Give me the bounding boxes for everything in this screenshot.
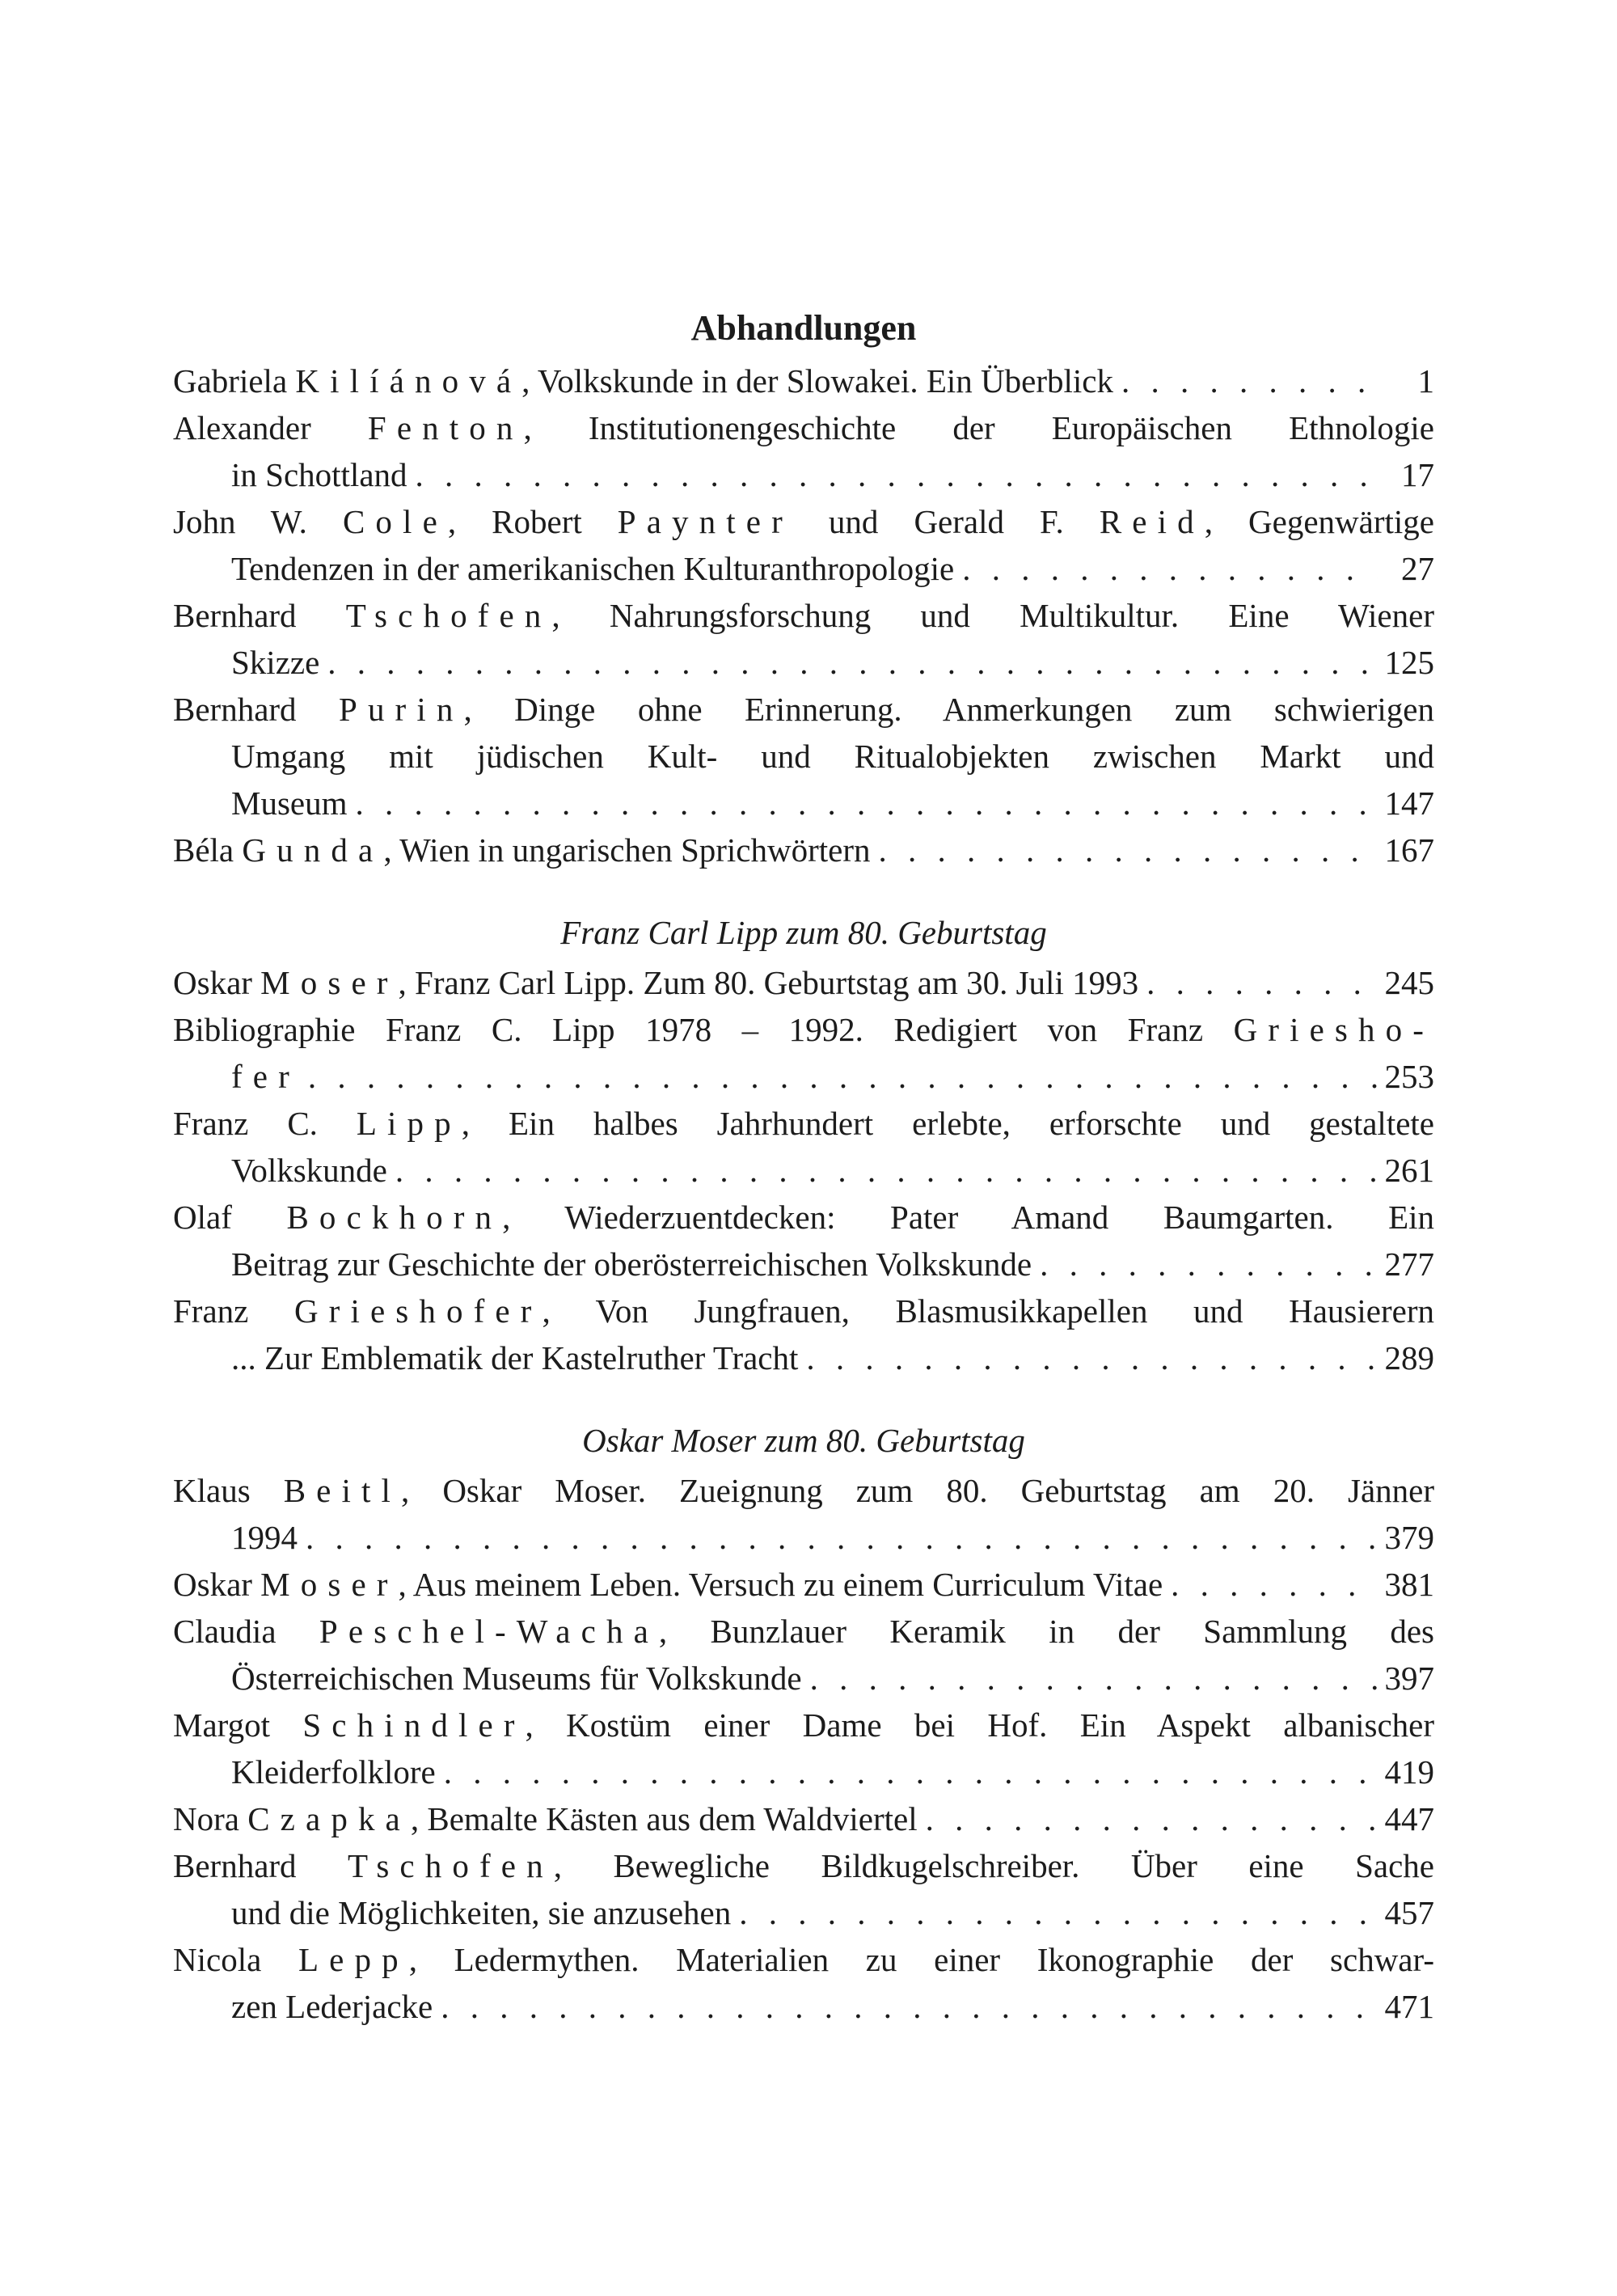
toc-entry-line [173,1655,1434,1702]
entry-title-text: Volkskunde [231,1152,387,1189]
dot-leader [436,1748,1378,1795]
toc-entry [173,1608,1434,1702]
entry-title-text: Nora [173,1800,248,1837]
entry-title-text: Oskar [173,1566,261,1603]
author-name: Lipp [356,1105,462,1142]
entry-text [173,1613,1434,1650]
dot-leader [1138,959,1378,1006]
dot-leader [731,1889,1378,1936]
toc-entry-line [173,1514,1434,1561]
entry-title-text: Bibliographie Franz C. Lipp 1978 – 1992. Redigiert von Franz [173,1011,1234,1048]
dot-leader [319,639,1378,686]
dot-leader [802,1655,1378,1702]
dot-leader [348,780,1378,827]
entry-text [231,545,954,592]
entry-text [231,639,319,686]
entry-title-text: , Bemalte Kästen aus dem Waldviertel [410,1800,918,1837]
toc-entry-line [173,1748,1434,1795]
entry-title-text: Gabriela [173,362,296,400]
entry-title-text: Umgang mit jüdischen Kult- und Ritualobjekten zwischen Markt und [231,738,1434,775]
toc-entry [173,404,1434,498]
page-number: 167 [1384,831,1434,869]
author-name: Czapka [247,1800,411,1837]
entry-title-text: Österreichischen Museums für Volkskunde [231,1660,802,1697]
entry-title-text: , Von Jungfrauen, Blasmusikkapellen und Hausierern [542,1292,1434,1330]
toc-entry-line [173,1608,1434,1655]
dot-leader [433,1983,1378,2030]
toc-entry-line [173,733,1434,780]
page-number: 147 [1384,784,1434,822]
toc-entry-line [173,1194,1434,1241]
entry-text [173,1706,1434,1744]
toc-entry-line [173,1334,1434,1381]
entry-text [173,597,1434,634]
entry-text [231,1147,387,1194]
page-number: 1 [1417,362,1434,400]
author-name: Moser [260,964,399,1001]
page-number: 27 [1401,550,1434,587]
author-name: Purin [339,691,464,728]
entry-text [173,503,1434,540]
entry-title-text: , Wien in ungarischen Sprichwörtern [383,831,871,869]
entry-text [173,1941,1434,1978]
entry-title-text: , Robert [447,503,618,540]
toc-entry [173,1795,1434,1842]
entry-title-text: und Gerald F. [792,503,1100,540]
page-number: 289 [1384,1339,1434,1376]
entry-title-text: in Schottland [231,456,407,493]
toc-entry-line [173,686,1434,733]
toc-entry-line [173,639,1434,686]
entry-title-text: Bernhard [173,597,346,634]
dot-leader [387,1147,1378,1194]
entry-title-text: John W. [173,503,343,540]
entry-title-text: Beitrag zur Geschichte der oberösterreichischen Volkskunde [231,1245,1032,1283]
toc-entry [173,1194,1434,1288]
toc-entry [173,1100,1434,1194]
entry-title-text: und die Möglichkeiten, sie anzusehen [231,1894,732,1931]
section-spacer [173,1381,1434,1417]
entry-title-text: Klaus [173,1472,284,1509]
toc-entry [173,1842,1434,1936]
toc-entry [173,498,1434,592]
table-of-contents [173,304,1434,2030]
entry-title-text: Bernhard [173,1847,348,1884]
entry-title-text: Bernhard [173,691,340,728]
entry-title-text: , Nahrungsforschung und Multikultur. Eine Wiener [551,597,1434,634]
page-number: 245 [1384,964,1434,1001]
entry-title-text: , Gegenwärtige [1204,503,1434,540]
entry-title-text: Olaf [173,1199,287,1236]
dot-leader [798,1334,1378,1381]
toc-entry [173,357,1434,404]
section-title: Oskar Moser zum 80. Geburtstag [582,1422,1025,1459]
entry-title-text: 1994 [231,1519,298,1556]
author-name: Griesho- [1233,1011,1434,1048]
author-name: fer [231,1058,300,1095]
entry-text [173,1795,918,1842]
entry-text [173,1199,1434,1236]
dot-leader [407,451,1378,498]
author-name: Tschofen [345,597,552,634]
toc-entry-line [173,357,1434,404]
toc-entry-line [173,592,1434,639]
page-number: 419 [1384,1753,1434,1791]
entry-title-text: Franz [173,1292,294,1330]
entry-text [231,780,348,827]
entry-title-text: , Wiederzuentdecken: Pater Amand Baumgarten. Ein [502,1199,1435,1236]
entry-title-text: Nicola [173,1941,298,1978]
entry-title-text: , Oskar Moser. Zueignung zum 80. Geburtstag am 20. Jänner [401,1472,1434,1509]
page-number: 277 [1384,1245,1434,1283]
dot-leader [1163,1561,1378,1608]
entry-title-text: Oskar [173,964,261,1001]
toc-entry-line [173,1100,1434,1147]
entry-text [173,409,1434,446]
toc-entry [173,592,1434,686]
page-number: 381 [1384,1566,1434,1603]
entry-title-text: Tendenzen in der amerikanischen Kulturanthropologie [231,550,955,587]
toc-entry-line [173,1006,1434,1053]
toc-entry-line [173,1795,1434,1842]
toc-entry-line [173,959,1434,1006]
dot-leader [1113,357,1378,404]
toc-entry-line [173,1241,1434,1288]
dot-leader [1032,1241,1378,1288]
author-name: Grieshofer [293,1292,543,1330]
author-name: Gunda [242,831,384,869]
entry-text [231,738,1434,775]
entry-text [231,1889,731,1936]
toc-entry [173,959,1434,1006]
author-name: Fenton [367,409,524,446]
entry-text [173,1011,1434,1048]
section-title: Franz Carl Lipp zum 80. Geburtstag [560,914,1047,951]
toc-entry-line [173,1842,1434,1889]
author-name: Bockhorn [286,1199,503,1236]
author-name: Lepp [298,1941,409,1978]
toc-entry-line [173,1147,1434,1194]
author-name: Reid [1099,503,1205,540]
entry-title-text: , Bunzlauer Keramik in der Sammlung des [658,1613,1434,1650]
page-number: 397 [1384,1660,1434,1697]
author-name: Tschofen [348,1847,554,1884]
entry-text [231,1748,436,1795]
entry-text [173,959,1138,1006]
toc-entry [173,1006,1434,1100]
toc-entry-line [173,1983,1434,2030]
toc-entry-line [173,498,1434,545]
page-number: 379 [1384,1519,1434,1556]
entry-title-text: Museum [231,784,348,822]
entry-text [173,1561,1163,1608]
entry-title-text: , Franz Carl Lipp. Zum 80. Geburtstag am 30. Juli 1993 [398,964,1139,1001]
dot-leader [298,1514,1378,1561]
page-number: 457 [1384,1894,1434,1931]
entry-text [231,451,407,498]
toc-entry-line [173,780,1434,827]
toc-entry-line [173,1561,1434,1608]
author-name: Paynter [617,503,793,540]
entry-text [231,1053,300,1100]
page-number: 125 [1384,644,1434,681]
author-name: Cole [342,503,448,540]
entry-title-text: Skizze [231,644,320,681]
entry-title-text: Margot [173,1706,303,1744]
entry-title-text: , Aus meinem Leben. Versuch zu einem Curriculum Vitae [398,1566,1163,1603]
toc-entry-line [173,1702,1434,1748]
entry-text [231,1241,1032,1288]
toc-entry [173,827,1434,873]
toc-entry [173,1467,1434,1561]
page-number: 17 [1401,456,1434,493]
toc-entry-line [173,1936,1434,1983]
dot-leader [300,1053,1378,1100]
author-name: Kilíánová [295,362,522,400]
entry-title-text: , Ledermythen. Materialien zu einer Ikonographie der schwar- [408,1941,1434,1978]
toc-entry-line [173,827,1434,873]
dot-leader [918,1795,1378,1842]
entry-text [173,357,1113,404]
toc-entry [173,686,1434,827]
entry-text [173,827,871,873]
entry-title-text: Franz C. [173,1105,357,1142]
toc-entry-line [173,1889,1434,1936]
entry-title-text: , Kostüm einer Dame bei Hof. Ein Aspekt albanischer [525,1706,1434,1744]
entry-title-text: Béla [173,831,243,869]
toc-entry [173,1702,1434,1795]
toc-entry-line [173,1288,1434,1334]
entry-title-text: zen Lederjacke [231,1988,433,2025]
entry-text [173,1847,1434,1884]
author-name: Peschel-Wacha [319,1613,659,1650]
entry-text [231,1334,798,1381]
entry-text [173,1472,1434,1509]
entry-title-text: Claudia [173,1613,319,1650]
entry-text [173,1292,1434,1330]
toc-entry-line [173,1467,1434,1514]
entry-text [173,1105,1434,1142]
toc-entry [173,1288,1434,1381]
entry-text [231,1983,433,2030]
entry-title-text: ... Zur Emblematik der Kastelruther Tracht [231,1339,799,1376]
entry-text [231,1655,802,1702]
dot-leader [871,827,1378,873]
entry-title-text: Kleiderfolklore [231,1753,436,1791]
author-name: Moser [260,1566,399,1603]
toc-entry-line [173,404,1434,451]
toc-entry-line [173,1053,1434,1100]
entry-title-text: Alexander [173,409,368,446]
page-number: 253 [1384,1058,1434,1095]
toc-body [173,357,1434,2030]
author-name: Beitl [283,1472,402,1509]
page-number: 471 [1384,1988,1434,2025]
toc-entry-line [173,451,1434,498]
entry-title-text: , Volkskunde in der Slowakei. Ein Überblick [521,362,1113,400]
entry-title-text: , Ein halbes Jahrhundert erlebte, erforschte und gestaltete [461,1105,1434,1142]
toc-entry [173,1936,1434,2030]
entry-title-text: , Bewegliche Bildkugelschreiber. Über eine Sache [553,1847,1434,1884]
entry-text [231,1514,298,1561]
entry-title-text: , Institutionengeschichte der Europäischen Ethnologie [523,409,1434,446]
entry-title-text: , Dinge ohne Erinnerung. Anmerkungen zum schwierigen [463,691,1434,728]
dot-leader [954,545,1378,592]
toc-entry [173,1561,1434,1608]
author-name: Schindler [302,1706,526,1744]
section-spacer [173,873,1434,909]
page-heading: Abhandlungen [690,308,917,348]
page-number: 447 [1384,1800,1434,1837]
entry-text [173,691,1434,728]
toc-entry-line [173,545,1434,592]
page-number: 261 [1384,1152,1434,1189]
